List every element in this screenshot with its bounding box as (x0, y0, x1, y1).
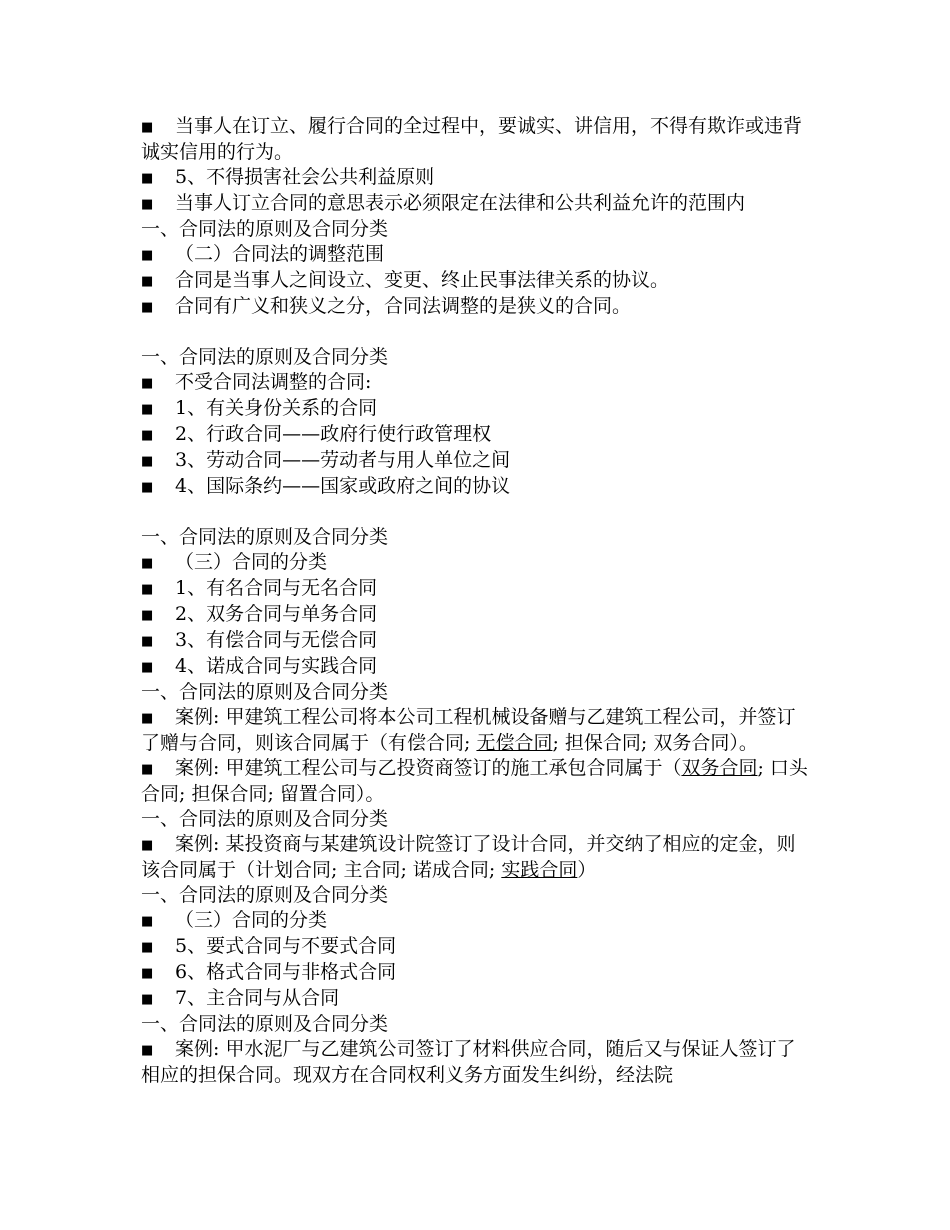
line-text: ; 口头合同; 担保合同; 留置合同）。 (141, 757, 808, 805)
line-text: 案例: 甲建筑工程公司与乙投资商签订的施工承包合同属于（ (175, 757, 682, 779)
line-text: 合同有广义和狭义之分，合同法调整的是狭义的合同。 (175, 295, 632, 317)
line-text: ; 担保合同; 双务合同）。 (552, 732, 758, 754)
line-text: 2、双务合同与单务合同 (175, 603, 378, 625)
section-heading (141, 525, 813, 550)
section-heading (141, 680, 813, 705)
line-text: （三）合同的分类 (175, 551, 328, 573)
bullet-line (141, 191, 813, 217)
line-text: 4、国际条约——国家或政府之间的协议 (175, 475, 511, 497)
bullet-line (141, 832, 813, 883)
square-bullet-icon: ■ (141, 582, 154, 597)
bullet-line (141, 370, 813, 396)
section-heading (141, 1012, 813, 1037)
answer-underlined: 实践合同 (501, 859, 578, 881)
square-bullet-icon: ■ (141, 300, 154, 315)
square-bullet-icon: ■ (141, 171, 154, 186)
line-text: 2、行政合同——政府行使行政管理权 (175, 423, 492, 445)
blank-line (141, 500, 813, 525)
bullet-line (141, 576, 813, 602)
square-bullet-icon: ■ (141, 762, 154, 777)
blank-line (141, 320, 813, 345)
square-bullet-icon: ■ (141, 711, 154, 726)
line-text: 合同是当事人之间设立、变更、终止民事法律关系的协议。 (175, 269, 670, 291)
square-bullet-icon: ■ (141, 838, 154, 853)
line-text: 当事人订立合同的意思表示必须限定在法律和公共利益允许的范围内 (175, 192, 746, 214)
bullet-line (141, 908, 813, 934)
line-text: 1、有名合同与无名合同 (175, 577, 378, 599)
line-text: 一、合同法的原则及合同分类 (141, 884, 389, 906)
bullet-line (141, 960, 813, 986)
line-text: （三）合同的分类 (175, 909, 328, 931)
square-bullet-icon: ■ (141, 634, 154, 649)
line-text: 不受合同法调整的合同: (175, 371, 372, 393)
line-text: 1、有关身份关系的合同 (175, 397, 378, 419)
square-bullet-icon: ■ (141, 966, 154, 981)
square-bullet-icon: ■ (141, 556, 154, 571)
square-bullet-icon: ■ (141, 428, 154, 443)
answer-underlined: 双务合同 (681, 757, 758, 779)
square-bullet-icon: ■ (141, 402, 154, 417)
line-text: 一、合同法的原则及合同分类 (141, 346, 389, 368)
bullet-line (141, 628, 813, 654)
square-bullet-icon: ■ (141, 1043, 154, 1058)
line-text: 一、合同法的原则及合同分类 (141, 526, 389, 548)
square-bullet-icon: ■ (141, 120, 154, 135)
bullet-line (141, 165, 813, 191)
square-bullet-icon: ■ (141, 992, 154, 1007)
line-text: 3、有偿合同与无偿合同 (175, 629, 378, 651)
bullet-line (141, 550, 813, 576)
bullet-line (141, 602, 813, 628)
line-text: 5、要式合同与不要式合同 (175, 935, 397, 957)
bullet-line (141, 294, 813, 320)
bullet-line (141, 242, 813, 268)
section-heading (141, 883, 813, 908)
square-bullet-icon: ■ (141, 248, 154, 263)
square-bullet-icon: ■ (141, 274, 154, 289)
section-heading (141, 807, 813, 832)
bullet-line (141, 934, 813, 960)
square-bullet-icon: ■ (141, 480, 154, 495)
document-body (141, 114, 813, 1088)
bullet-line (141, 422, 813, 448)
bullet-line (141, 756, 813, 807)
line-text: 5、不得损害社会公共利益原则 (175, 166, 435, 188)
line-text: 6、格式合同与非格式合同 (175, 961, 397, 983)
bullet-line (141, 114, 813, 165)
section-heading (141, 217, 813, 242)
bullet-line (141, 396, 813, 422)
section-heading (141, 345, 813, 370)
answer-underlined: 无偿合同 (476, 732, 553, 754)
line-text: ） (577, 859, 597, 881)
bullet-line (141, 705, 813, 756)
square-bullet-icon: ■ (141, 197, 154, 212)
line-text: 案例: 甲水泥厂与乙建筑公司签订了材料供应合同，随后又与保证人签订了相应的担保合同。现双方在合同权利义务方面发生纠纷，经法院 (141, 1038, 796, 1086)
line-text: 案例: 某投资商与某建筑设计院签订了设计合同，并交纳了相应的定金，则该合同属于（计划合同; 主合同; 诺成合同; (141, 833, 796, 881)
bullet-line (141, 986, 813, 1012)
square-bullet-icon: ■ (141, 660, 154, 675)
bullet-line (141, 654, 813, 680)
bullet-line (141, 474, 813, 500)
line-text: 一、合同法的原则及合同分类 (141, 808, 389, 830)
line-text: （二）合同法的调整范围 (175, 243, 385, 265)
square-bullet-icon: ■ (141, 940, 154, 955)
line-text: 3、劳动合同——劳动者与用人单位之间 (175, 449, 511, 471)
line-text: 案例: 甲建筑工程公司将本公司工程机械设备赠与乙建筑工程公司，并签订了赠与合同，则该合同属于（有偿合同; (141, 706, 796, 754)
line-text: 一、合同法的原则及合同分类 (141, 1013, 389, 1035)
square-bullet-icon: ■ (141, 376, 154, 391)
square-bullet-icon: ■ (141, 608, 154, 623)
line-text: 当事人在订立、履行合同的全过程中，要诚实、讲信用，不得有欺诈或违背诚实信用的行为。 (141, 115, 803, 163)
line-text: 7、主合同与从合同 (175, 987, 340, 1009)
line-text: 一、合同法的原则及合同分类 (141, 681, 389, 703)
bullet-line (141, 448, 813, 474)
line-text: 4、诺成合同与实践合同 (175, 655, 378, 677)
bullet-line (141, 1037, 813, 1088)
square-bullet-icon: ■ (141, 914, 154, 929)
square-bullet-icon: ■ (141, 454, 154, 469)
bullet-line (141, 268, 813, 294)
line-text: 一、合同法的原则及合同分类 (141, 218, 389, 240)
